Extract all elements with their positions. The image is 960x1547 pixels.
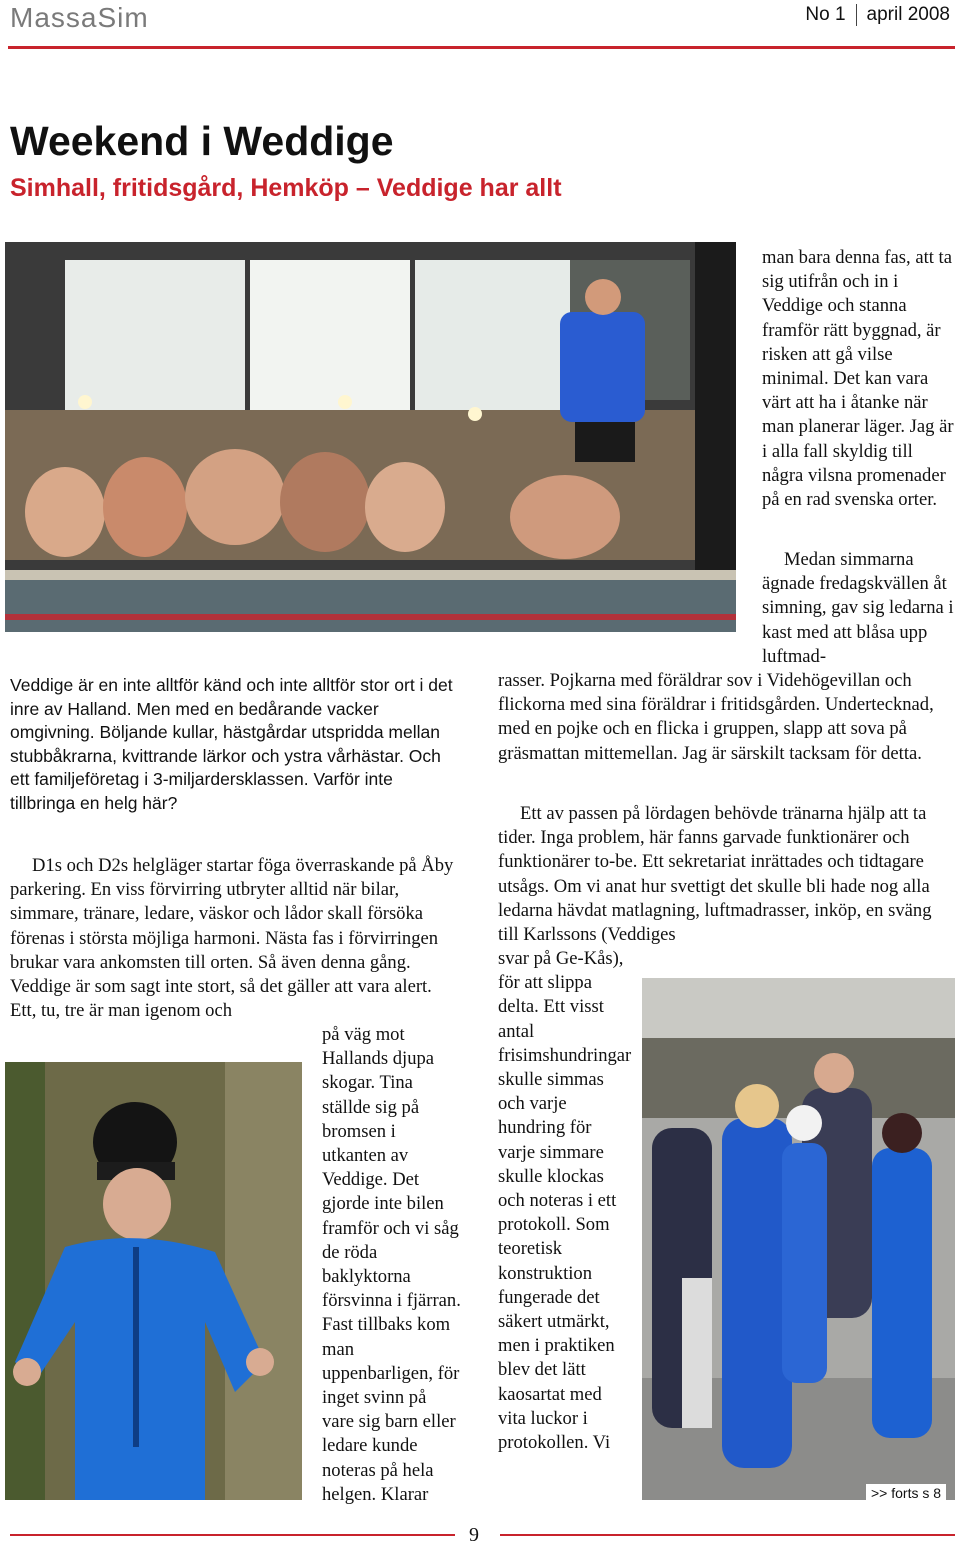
pool-photo-image	[5, 242, 736, 632]
body-paragraph-4-continued: svar på Ge-Kås), för att slippa delta. Ett visst antal frisimshundringar skulle simmas och varje hundring för varje simmare skulle klockas och noteras i ett protokoll. Som teoretisk konstruktion fungerade det säkert utmärkt, men i praktiken blev det lätt kaosartat med vita luckor i protokollen. Vi	[498, 948, 632, 1454]
body-text-1: D1s och D2s helgläger startar föga överraskande på Åby parkering. En viss förvirring utbryter alltid när bilar, simmare, tränare, ledare, väskor och lådor skall försöka förenas i största möjliga harmoni. Nästa fas i förvirringen brukar vara ankomsten till orten. Så även denna gång. Veddige är som sagt inte stort, så det gäller att vara alert. Ett, tu, tre är man igenom och	[10, 855, 454, 1022]
magazine-logo: MassaSim	[10, 2, 149, 33]
group-photo	[642, 978, 955, 1500]
body-text-3: Medan simmarna ägnade fredagskvällen åt simning, gav sig ledarna i kast med att blåsa upp luftmad-	[762, 549, 954, 667]
body-text-4: Ett av passen på lördagen behövde tränarna hjälp att ta tider. Inga problem, här fanns garvade funktionärer och funktionärer to-be. Ett sekretariat inrättades och tidtagare utsågs. Om vi anat hur svettigt det skulle bli hade nog alla ledarna hävdat matlagning, luftmadrasser, inköp, en sväng till Karlssons (Veddiges	[498, 803, 932, 946]
footer-rule-left	[10, 1534, 455, 1536]
article-lead: Veddige är en inte alltför känd och inte alltför stor ort i det inre av Halland. Men med en bedårande vacker omgivning. Böljande kullar, hästgårdar utspridda mellan stubbåkrarna, kvittrande lärkor och ystra vårhästar. Och ett familjeföretag i 3-miljardersklassen. Varför inte tillbringa en helg här?	[10, 675, 453, 813]
header-rule	[8, 46, 955, 49]
group-photo-image	[642, 978, 955, 1500]
footer-rule-right	[500, 1534, 955, 1536]
issue-number: No 1	[805, 4, 846, 25]
body-paragraph-1	[10, 854, 462, 1023]
body-paragraph-3	[762, 548, 954, 669]
issue-divider	[856, 4, 857, 26]
pool-photo	[5, 242, 736, 632]
issue-info	[805, 4, 950, 26]
body-paragraph-4	[498, 802, 948, 947]
article-title: Weekend i Weddige	[10, 118, 394, 164]
runner-photo	[5, 1062, 302, 1500]
continued-link[interactable]: >> forts s 8	[866, 1484, 946, 1502]
runner-photo-image	[5, 1062, 302, 1500]
page-number: 9	[469, 1524, 479, 1546]
issue-date: april 2008	[866, 4, 950, 25]
article-subtitle: Simhall, fritidsgård, Hemköp – Veddige har allt	[10, 174, 562, 202]
body-paragraph-3-continued: rasser. Pojkarna med föräldrar sov i Videhögevillan och flickorna med sina föräldrar i fritidsgården. Undertecknad, med en pojke och en flicka i gruppen, slapp att sova på gräsmattan mittemellan. Jag är särskilt tacksam för detta.	[498, 670, 934, 764]
body-paragraph-2: man bara denna fas, att ta sig utifrån och in i Veddige och stanna framför rätt byggnad, är risken att gå vilse minimal. Det kan vara värt att ha i åtanke när man planerar läger. Jag är i alla fall skyldig till några vilsna promenader på en rad svenska orter.	[762, 247, 954, 511]
body-paragraph-1-continued: på väg mot Hallands djupa skogar. Tina ställde sig på bromsen i utkanten av Veddige. Det gjorde inte bilen framför och vi såg de röda baklyktorna försvinna i fjärran. Fast tillbaks kom man uppenbarligen, för inget svinn på vare sig barn eller ledare kunde noteras på hela helgen. Klarar	[322, 1024, 461, 1505]
